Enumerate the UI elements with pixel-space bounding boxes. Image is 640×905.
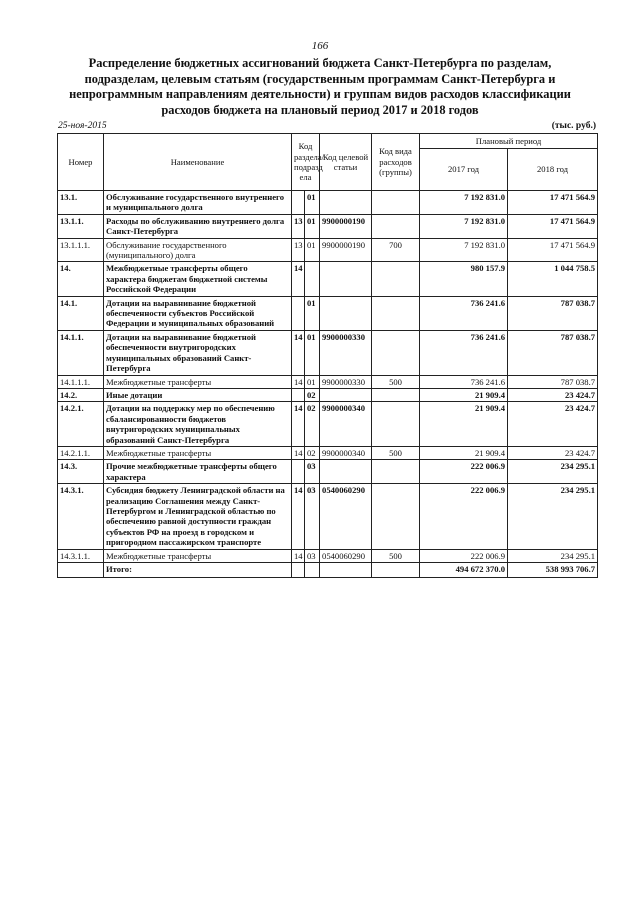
row-subsection: 03 <box>305 484 320 549</box>
row-number: 14.2.1. <box>58 402 104 447</box>
units-label: (тыс. руб.) <box>551 121 596 131</box>
table-row <box>58 375 598 388</box>
row-section: 13 <box>292 214 305 238</box>
row-name: Межбюджетные трансферты <box>104 549 292 562</box>
row-name: Межбюджетные трансферты <box>104 375 292 388</box>
table-row <box>58 238 598 262</box>
row-section: 14 <box>292 446 305 459</box>
header-expense-type: Код вида расходов (группы) <box>372 134 420 191</box>
row-name: Дотации на выравнивание бюджетной обеспеченности внутригородских муниципальных образований Санкт-Петербурга <box>104 330 292 375</box>
row-target: 9900000330 <box>320 330 372 375</box>
row-name: Расходы по обслуживанию внутреннего долга Санкт-Петербурга <box>104 214 292 238</box>
header-year-2018: 2018 год <box>508 149 598 191</box>
header-planned-period: Плановый период <box>420 134 598 149</box>
row-number: 14.3. <box>58 460 104 484</box>
table-row <box>58 460 598 484</box>
row-expense-type: 700 <box>372 238 420 262</box>
row-subsection: 01 <box>305 214 320 238</box>
table-row <box>58 262 598 296</box>
row-section: 14 <box>292 262 305 296</box>
row-subsection: 02 <box>305 446 320 459</box>
row-value-2018: 1 044 758.5 <box>508 262 598 296</box>
row-value-2017: 736 241.6 <box>420 375 508 388</box>
row-value-2018: 234 295.1 <box>508 460 598 484</box>
row-expense-type <box>372 460 420 484</box>
row-value-2017: 7 192 831.0 <box>420 238 508 262</box>
row-value-2017: 7 192 831.0 <box>420 214 508 238</box>
row-value-2018: 787 038.7 <box>508 296 598 330</box>
row-number: 14.3.1. <box>58 484 104 549</box>
row-subsection: 01 <box>305 238 320 262</box>
row-target <box>320 262 372 296</box>
table-row <box>58 402 598 447</box>
row-number: 14.2.1.1. <box>58 446 104 459</box>
row-target: 9900000340 <box>320 446 372 459</box>
row-name: Иные дотации <box>104 388 292 401</box>
table-row <box>58 549 598 562</box>
row-name: Субсидия бюджету Ленинградской области на реализацию Соглашения между Санкт-Петербургом и Ленинградской областью по обеспечению равной доступности граждан субъектов РФ на проезд в городском и пригородном пассажирском транспорте <box>104 484 292 549</box>
row-expense-type <box>372 388 420 401</box>
row-value-2017: 21 909.4 <box>420 402 508 447</box>
row-value-2017: 222 006.9 <box>420 484 508 549</box>
header-year-2017: 2017 год <box>420 149 508 191</box>
row-name: Прочие межбюджетные трансферты общего характера <box>104 460 292 484</box>
row-subsection: 01 <box>305 330 320 375</box>
row-value-2018: 23 424.7 <box>508 388 598 401</box>
row-section: 14 <box>292 484 305 549</box>
row-target: 0540060290 <box>320 484 372 549</box>
header-section: Код раздела/ подразд ела <box>292 134 320 191</box>
table-row <box>58 330 598 375</box>
row-name: Обслуживание государственного (муниципального) долга <box>104 238 292 262</box>
row-number: 14. <box>58 262 104 296</box>
row-subsection: 03 <box>305 460 320 484</box>
budget-table <box>57 133 598 578</box>
row-number: 14.3.1.1. <box>58 549 104 562</box>
total-2018: 538 993 706.7 <box>508 563 598 578</box>
row-value-2018: 17 471 564.9 <box>508 214 598 238</box>
row-section <box>292 296 305 330</box>
row-value-2017: 736 241.6 <box>420 330 508 375</box>
row-expense-type <box>372 214 420 238</box>
row-value-2018: 17 471 564.9 <box>508 191 598 215</box>
row-value-2018: 787 038.7 <box>508 330 598 375</box>
row-expense-type <box>372 191 420 215</box>
row-name: Дотации на выравнивание бюджетной обеспеченности субъектов Российской Федерации и муниципальных образований <box>104 296 292 330</box>
row-section <box>292 191 305 215</box>
row-expense-type: 500 <box>372 446 420 459</box>
row-expense-type <box>372 402 420 447</box>
row-name: Обслуживание государственного внутреннего и муниципального долга <box>104 191 292 215</box>
row-value-2017: 222 006.9 <box>420 549 508 562</box>
table-row <box>58 214 598 238</box>
table-row <box>58 296 598 330</box>
row-value-2017: 222 006.9 <box>420 460 508 484</box>
row-value-2018: 17 471 564.9 <box>508 238 598 262</box>
row-expense-type <box>372 484 420 549</box>
row-value-2018: 234 295.1 <box>508 484 598 549</box>
row-section <box>292 460 305 484</box>
row-subsection: 02 <box>305 402 320 447</box>
row-section: 14 <box>292 375 305 388</box>
row-subsection: 01 <box>305 191 320 215</box>
row-subsection: 03 <box>305 549 320 562</box>
header-name: Наименование <box>104 134 292 191</box>
row-target: 9900000340 <box>320 402 372 447</box>
row-section: 13 <box>292 238 305 262</box>
row-section: 14 <box>292 330 305 375</box>
row-target: 9900000330 <box>320 375 372 388</box>
row-value-2018: 23 424.7 <box>508 446 598 459</box>
row-target: 9900000190 <box>320 214 372 238</box>
row-number: 14.1. <box>58 296 104 330</box>
table-body <box>58 191 598 563</box>
document-title: Распределение бюджетных ассигнований бюджета Санкт-Петербурга по разделам, подразделам, целевым статьям (государственным программам Санкт-Петербурга и непрограммным направлениям деятельности) и группам видов расходов классификации расходов бюджета на плановый период 2017 и 2018 годов <box>69 56 571 117</box>
row-subsection <box>305 262 320 296</box>
row-subsection: 01 <box>305 296 320 330</box>
row-name: Межбюджетные трансферты <box>104 446 292 459</box>
row-value-2017: 21 909.4 <box>420 446 508 459</box>
total-2017: 494 672 370.0 <box>420 563 508 578</box>
total-subsection-cell <box>305 563 320 578</box>
row-subsection: 01 <box>305 375 320 388</box>
total-section-cell <box>292 563 305 578</box>
row-number: 13.1.1. <box>58 214 104 238</box>
row-target: 9900000190 <box>320 238 372 262</box>
total-expense-cell <box>372 563 420 578</box>
row-number: 14.1.1.1. <box>58 375 104 388</box>
table-row <box>58 191 598 215</box>
row-section: 14 <box>292 402 305 447</box>
total-label: Итого: <box>104 563 292 578</box>
document-date: 25-ноя-2015 <box>58 121 107 131</box>
row-value-2018: 787 038.7 <box>508 375 598 388</box>
row-number: 14.1.1. <box>58 330 104 375</box>
row-value-2018: 234 295.1 <box>508 549 598 562</box>
row-target <box>320 460 372 484</box>
row-number: 13.1.1.1. <box>58 238 104 262</box>
header-number: Номер <box>58 134 104 191</box>
table-header-row <box>58 134 598 149</box>
row-target <box>320 296 372 330</box>
row-expense-type: 500 <box>372 375 420 388</box>
page-number: 166 <box>311 40 329 52</box>
row-target <box>320 191 372 215</box>
table-row <box>58 388 598 401</box>
row-value-2017: 736 241.6 <box>420 296 508 330</box>
row-value-2017: 21 909.4 <box>420 388 508 401</box>
table-row <box>58 446 598 459</box>
row-name: Дотации на поддержку мер по обеспечению сбалансированности бюджетов внутригородских муниципальных образований Санкт-Петербурга <box>104 402 292 447</box>
row-target: 0540060290 <box>320 549 372 562</box>
row-expense-type <box>372 262 420 296</box>
total-row <box>58 563 598 578</box>
header-target: Код целевой статьи <box>320 134 372 191</box>
row-value-2018: 23 424.7 <box>508 402 598 447</box>
row-value-2017: 980 157.9 <box>420 262 508 296</box>
row-number: 14.2. <box>58 388 104 401</box>
row-target <box>320 388 372 401</box>
row-value-2017: 7 192 831.0 <box>420 191 508 215</box>
row-expense-type <box>372 296 420 330</box>
total-number-cell <box>58 563 104 578</box>
table-row <box>58 484 598 549</box>
row-section <box>292 388 305 401</box>
row-expense-type: 500 <box>372 549 420 562</box>
row-section: 14 <box>292 549 305 562</box>
total-target-cell <box>320 563 372 578</box>
row-expense-type <box>372 330 420 375</box>
row-subsection: 02 <box>305 388 320 401</box>
row-name: Межбюджетные трансферты общего характера бюджетам бюджетной системы Российской Федерации <box>104 262 292 296</box>
row-number: 13.1. <box>58 191 104 215</box>
